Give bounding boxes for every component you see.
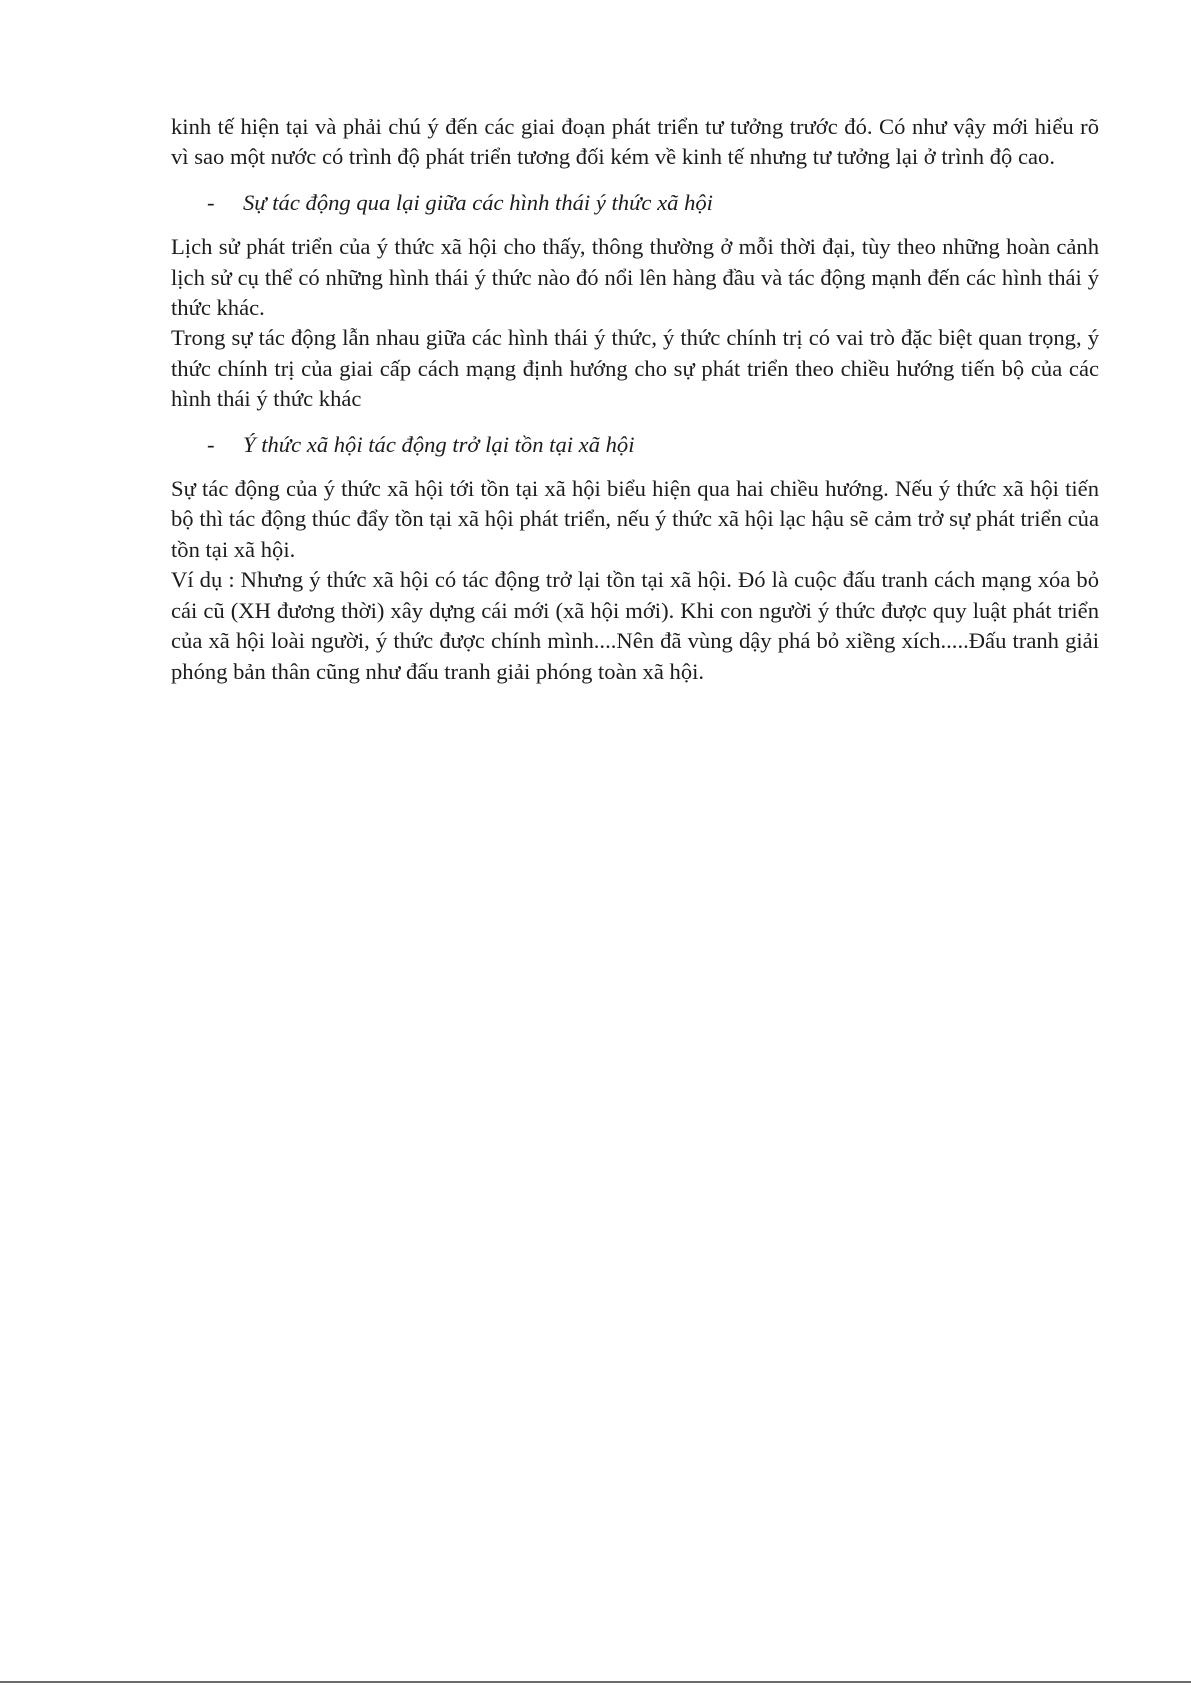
paragraph-history: Lịch sử phát triển của ý thức xã hội cho thấy, thông thường ở mỗi thời đại, tùy theo những hoàn cảnh lịch sử cụ thể có những hình thái ý thức nào đó nổi lên hàng đầu và tác động mạnh đến các hình thái ý thức khác. bbox=[171, 234, 1099, 321]
bullet-marker: - bbox=[207, 431, 215, 457]
paragraph-impact: Sự tác động của ý thức xã hội tới tồn tại xã hội biểu hiện qua hai chiều hướng. Nếu ý thức xã hội tiến bộ thì tác động thúc đẩy tồn tại xã hội phát triển, nếu ý thức xã hội lạc hậu sẽ cảm trở sự phát triển của tồn tại xã hội. bbox=[171, 476, 1099, 562]
bullet-heading-interaction bbox=[207, 188, 1099, 218]
bullet-heading-text: Sự tác động qua lại giữa các hình thái ý thức xã hội bbox=[243, 189, 713, 215]
paragraph-intro: kinh tế hiện tại và phải chú ý đến các giai đoạn phát triển tư tưởng trước đó. Có như vậy mới hiểu rõ vì sao một nước có trình độ phát triển tương đối kém về kinh tế nhưng tư tưởng lại ở trình độ cao. bbox=[171, 114, 1099, 170]
bullet-marker: - bbox=[207, 189, 215, 215]
document-page bbox=[171, 112, 1099, 687]
paragraph-example: Ví dụ : Nhưng ý thức xã hội có tác động trở lại tồn tại xã hội. Đó là cuộc đấu tranh cách mạng xóa bỏ cái cũ (XH đương thời) xây dựng cái mới (xã hội mới). Khi con người ý thức được quy luật phát triển của xã hội loài người, ý thức được chính mình....Nên đã vùng dậy phá bỏ xiềng xích.....Đấu tranh giải phóng bản thân cũng như đấu tranh giải phóng toàn xã hội. bbox=[171, 567, 1099, 684]
bullet-heading-feedback bbox=[207, 430, 1099, 460]
bullet-heading-text: Ý thức xã hội tác động trở lại tồn tại xã hội bbox=[243, 431, 635, 457]
page-bottom-divider bbox=[0, 1681, 1191, 1683]
paragraph-political: Trong sự tác động lẫn nhau giữa các hình thái ý thức, ý thức chính trị có vai trò đặc biệt quan trọng, ý thức chính trị của giai cấp cách mạng định hướng cho sự phát triển theo chiều hướng tiến bộ của các hình thái ý thức khác bbox=[171, 325, 1099, 412]
